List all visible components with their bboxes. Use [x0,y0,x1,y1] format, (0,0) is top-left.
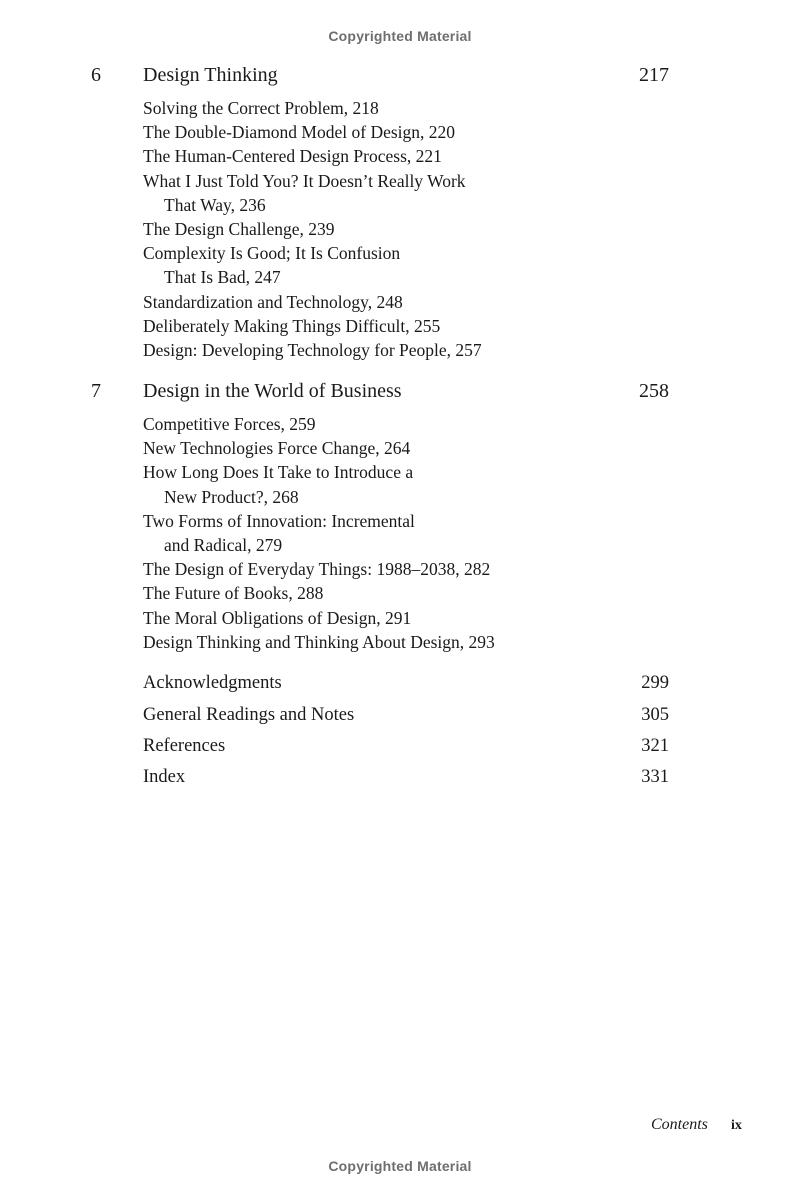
toc-entry[interactable]: Solving the Correct Problem, 218 [143,98,379,118]
chapter-page-number: 217 [639,64,669,86]
toc-entry[interactable]: The Human-Centered Design Process, 221 [143,146,442,167]
back-matter-page-number: 305 [641,705,669,725]
copyright-watermark-bottom: Copyrighted Material [328,1158,472,1174]
toc-entry[interactable]: Two Forms of Innovation: Incremental [143,510,415,531]
back-matter-page-number: 331 [641,767,669,787]
back-matter-title[interactable]: Index [143,767,186,787]
chapter-6-sections [143,96,482,362]
toc-entry-continuation[interactable]: That Is Bad, 247 [164,267,281,288]
running-footer-label: Contents [651,1116,708,1133]
toc-entry[interactable]: The Moral Obligations of Design, 291 [143,607,412,628]
toc-entry-continuation[interactable]: New Product?, 268 [164,486,299,507]
back-matter-title[interactable]: Acknowledgments [143,673,282,693]
toc-entry[interactable]: Design: Developing Technology for People, 257 [143,340,482,361]
chapter-title[interactable]: Design Thinking [143,64,278,86]
toc-entry[interactable]: Competitive Forces, 259 [143,414,316,434]
toc-entry[interactable]: Standardization and Technology, 248 [143,291,403,312]
back-matter-page-number: 299 [641,673,669,693]
chapter-page-number: 258 [639,380,669,402]
back-matter-title[interactable]: References [143,736,226,756]
toc-entry-continuation[interactable]: and Radical, 279 [164,535,283,556]
toc-entry[interactable]: Deliberately Making Things Difficult, 255 [143,315,441,336]
copyright-watermark-top: Copyrighted Material [328,28,472,44]
toc-entry[interactable]: New Technologies Force Change, 264 [143,438,411,459]
chapter-number: 6 [91,64,101,86]
page-numeral: ix [731,1118,742,1133]
toc-entry-continuation[interactable]: That Way, 236 [164,194,266,215]
toc-entry[interactable]: What I Just Told You? It Doesn’t Really Work [143,170,466,191]
chapter-7-sections [143,412,495,654]
toc-entry[interactable]: How Long Does It Take to Introduce a [143,462,414,483]
toc-entry[interactable]: The Double-Diamond Model of Design, 220 [143,122,456,143]
toc-entry[interactable]: Complexity Is Good; It Is Confusion [143,243,401,264]
toc-entry[interactable]: The Future of Books, 288 [143,583,324,604]
toc-entry[interactable]: The Design of Everyday Things: 1988–2038, 282 [143,559,491,580]
back-matter-page-number: 321 [641,736,669,756]
toc-entry[interactable]: Design Thinking and Thinking About Design, 293 [143,631,495,652]
chapter-title[interactable]: Design in the World of Business [143,380,402,402]
toc-entry[interactable]: The Design Challenge, 239 [143,219,335,240]
back-matter-title[interactable]: General Readings and Notes [143,705,355,725]
chapter-number: 7 [91,380,101,402]
